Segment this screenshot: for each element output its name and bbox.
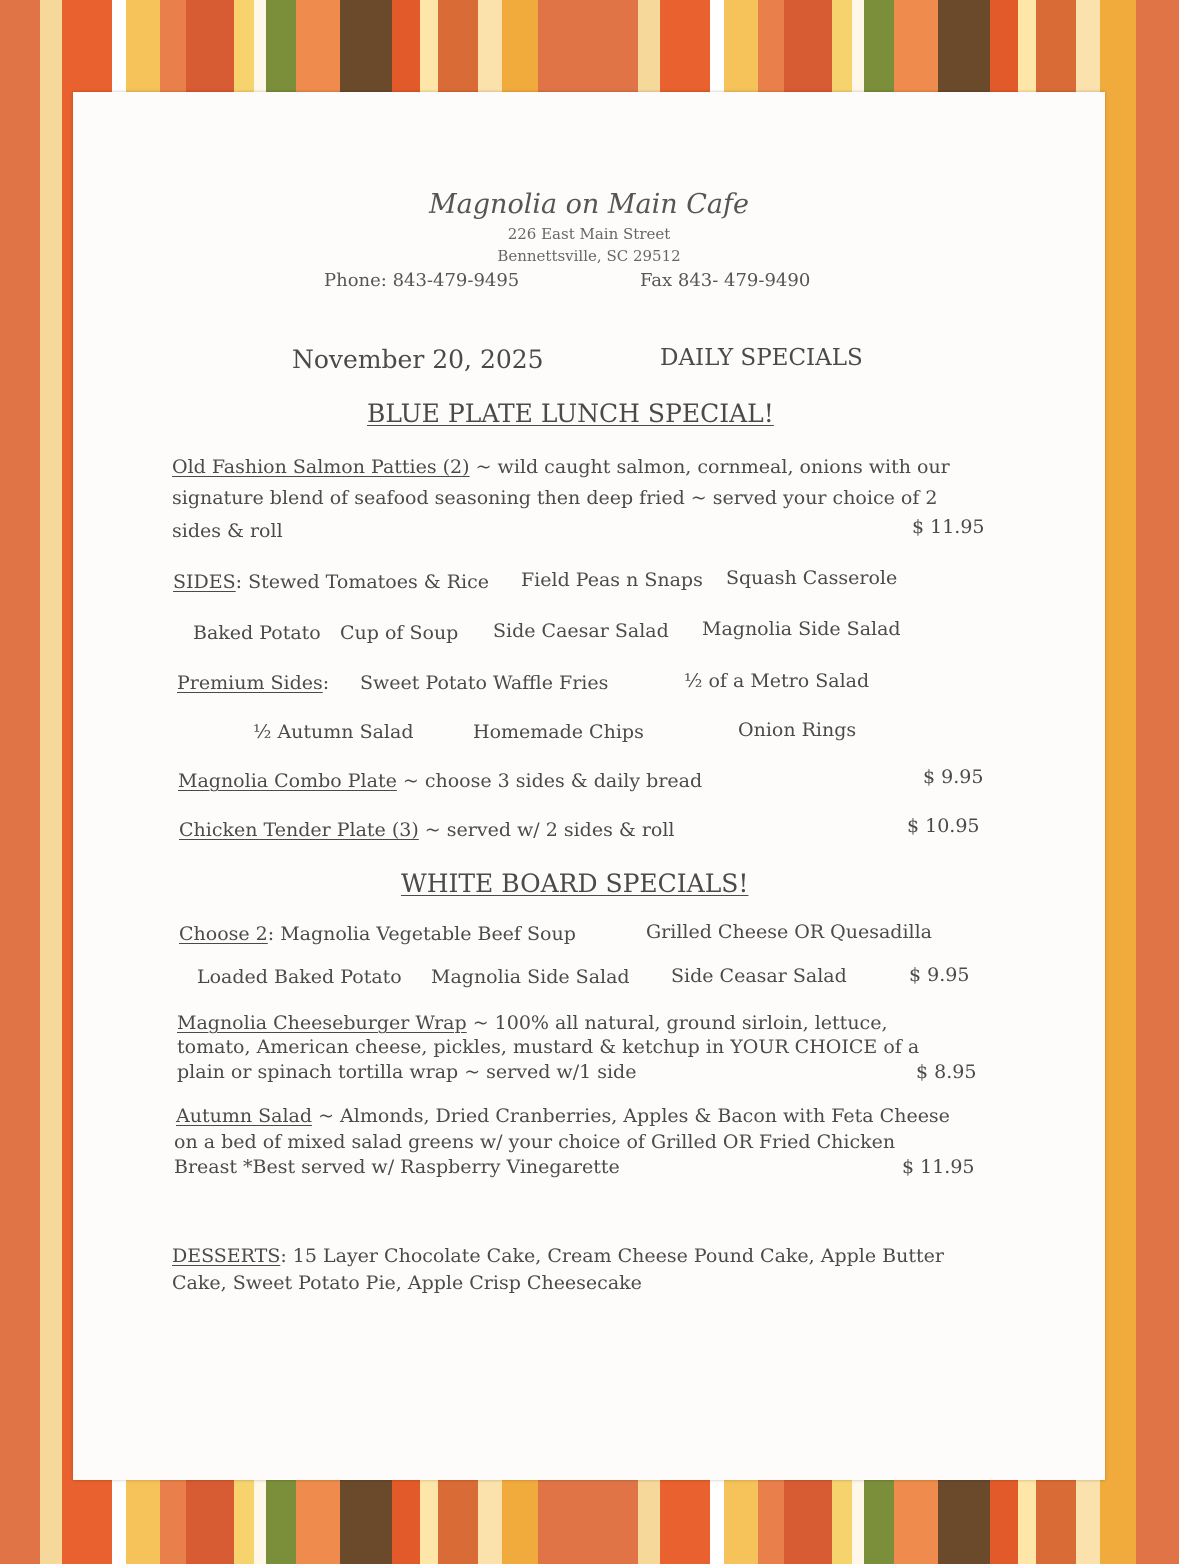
choose-item: Side Ceasar Salad	[671, 965, 847, 987]
side-item: Field Peas n Snaps	[521, 569, 703, 591]
choose-item: : Magnolia Vegetable Beef Soup	[267, 923, 576, 945]
wrap-price: $ 8.95	[916, 1061, 977, 1083]
salmon-price: $ 11.95	[912, 516, 985, 538]
combo-plate-line	[178, 770, 702, 792]
tender-plate-line	[179, 819, 675, 841]
combo-plate-price: $ 9.95	[923, 766, 984, 788]
salmon-desc-2: signature blend of seafood seasoning then deep fried ~ served your choice of 2	[172, 487, 938, 509]
autumn-desc-3: Breast *Best served w/ Raspberry Vinegarette	[174, 1156, 620, 1178]
white-board-heading: WHITE BOARD SPECIALS!	[401, 869, 749, 898]
stripe	[1100, 0, 1136, 1564]
side-item: Side Caesar Salad	[493, 620, 669, 642]
premium-side-item: Sweet Potato Waffle Fries	[360, 672, 609, 694]
fax-number: Fax 843- 479-9490	[640, 270, 811, 291]
salmon-line-1	[172, 456, 950, 478]
premium-side-item: ½ of a Metro Salad	[684, 670, 870, 692]
desserts-desc-1: : 15 Layer Chocolate Cake, Cream Cheese Pound Cake, Apple Butter	[280, 1245, 944, 1267]
sides-label: SIDES	[173, 571, 236, 593]
stripe	[0, 0, 40, 1564]
desserts-label: DESSERTS	[172, 1245, 281, 1267]
salmon-item-name: Old Fashion Salmon Patties (2)	[172, 456, 470, 478]
autumn-desc-1: ~ Almonds, Dried Cranberries, Apples & Bacon with Feta Cheese	[312, 1105, 950, 1127]
tender-plate-price: $ 10.95	[907, 815, 980, 837]
combo-plate-name: Magnolia Combo Plate	[178, 770, 397, 792]
salmon-desc-3: sides & roll	[172, 520, 283, 542]
autumn-desc-2: on a bed of mixed salad greens w/ your choice of Grilled OR Fried Chicken	[174, 1131, 896, 1153]
combo-plate-desc: ~ choose 3 sides & daily bread	[396, 770, 703, 792]
choose-row-1	[179, 923, 576, 945]
choose-item: Loaded Baked Potato	[197, 966, 402, 988]
autumn-line-1	[176, 1105, 950, 1127]
menu-paper	[73, 92, 1105, 1480]
wrap-desc-2: tomato, American cheese, pickles, mustard & ketchup in YOUR CHOICE of a	[177, 1036, 920, 1058]
sides-row-1	[173, 571, 489, 593]
premium-sides-label-row	[177, 672, 329, 694]
choose-label: Choose 2	[179, 923, 268, 945]
premium-side-item: ½ Autumn Salad	[253, 721, 414, 743]
stripe	[1136, 0, 1179, 1564]
tender-plate-desc: ~ served w/ 2 sides & roll	[418, 819, 675, 841]
choose-item: Magnolia Side Salad	[431, 966, 630, 988]
premium-side-item: Onion Rings	[738, 719, 857, 741]
choose-price: $ 9.95	[909, 964, 970, 986]
side-item: Magnolia Side Salad	[702, 618, 901, 640]
autumn-salad-name: Autumn Salad	[176, 1105, 313, 1127]
wrap-item-name: Magnolia Cheeseburger Wrap	[177, 1012, 467, 1034]
street-address: 226 East Main Street	[507, 225, 671, 243]
premium-colon: :	[322, 672, 330, 694]
choose-item: Grilled Cheese OR Quesadilla	[646, 921, 933, 943]
side-item: : Stewed Tomatoes & Rice	[235, 571, 489, 593]
salmon-desc-1: ~ wild caught salmon, cornmeal, onions with our	[469, 456, 950, 478]
wrap-desc-1: ~ 100% all natural, ground sirloin, lettuce,	[466, 1012, 888, 1034]
desserts-desc-2: Cake, Sweet Potato Pie, Apple Crisp Cheesecake	[172, 1272, 642, 1294]
side-item: Cup of Soup	[340, 622, 459, 644]
daily-specials-label: DAILY SPECIALS	[660, 345, 863, 371]
desserts-line-1	[172, 1245, 944, 1267]
wrap-desc-3: plain or spinach tortilla wrap ~ served w/1 side	[177, 1061, 637, 1083]
premium-side-item: Homemade Chips	[473, 721, 644, 743]
city-address: Bennettsville, SC 29512	[497, 247, 681, 265]
side-item: Baked Potato	[193, 622, 321, 644]
autumn-price: $ 11.95	[902, 1156, 975, 1178]
tender-plate-name: Chicken Tender Plate (3)	[179, 819, 419, 841]
stripe	[40, 0, 62, 1564]
premium-sides-label: Premium Sides	[177, 672, 323, 694]
blue-plate-heading: BLUE PLATE LUNCH SPECIAL!	[367, 399, 774, 428]
menu-date: November 20, 2025	[292, 345, 544, 374]
phone-number: Phone: 843-479-9495	[324, 270, 520, 291]
wrap-line-1	[177, 1012, 887, 1034]
cafe-name: Magnolia on Main Cafe	[429, 189, 749, 220]
side-item: Squash Casserole	[726, 567, 898, 589]
